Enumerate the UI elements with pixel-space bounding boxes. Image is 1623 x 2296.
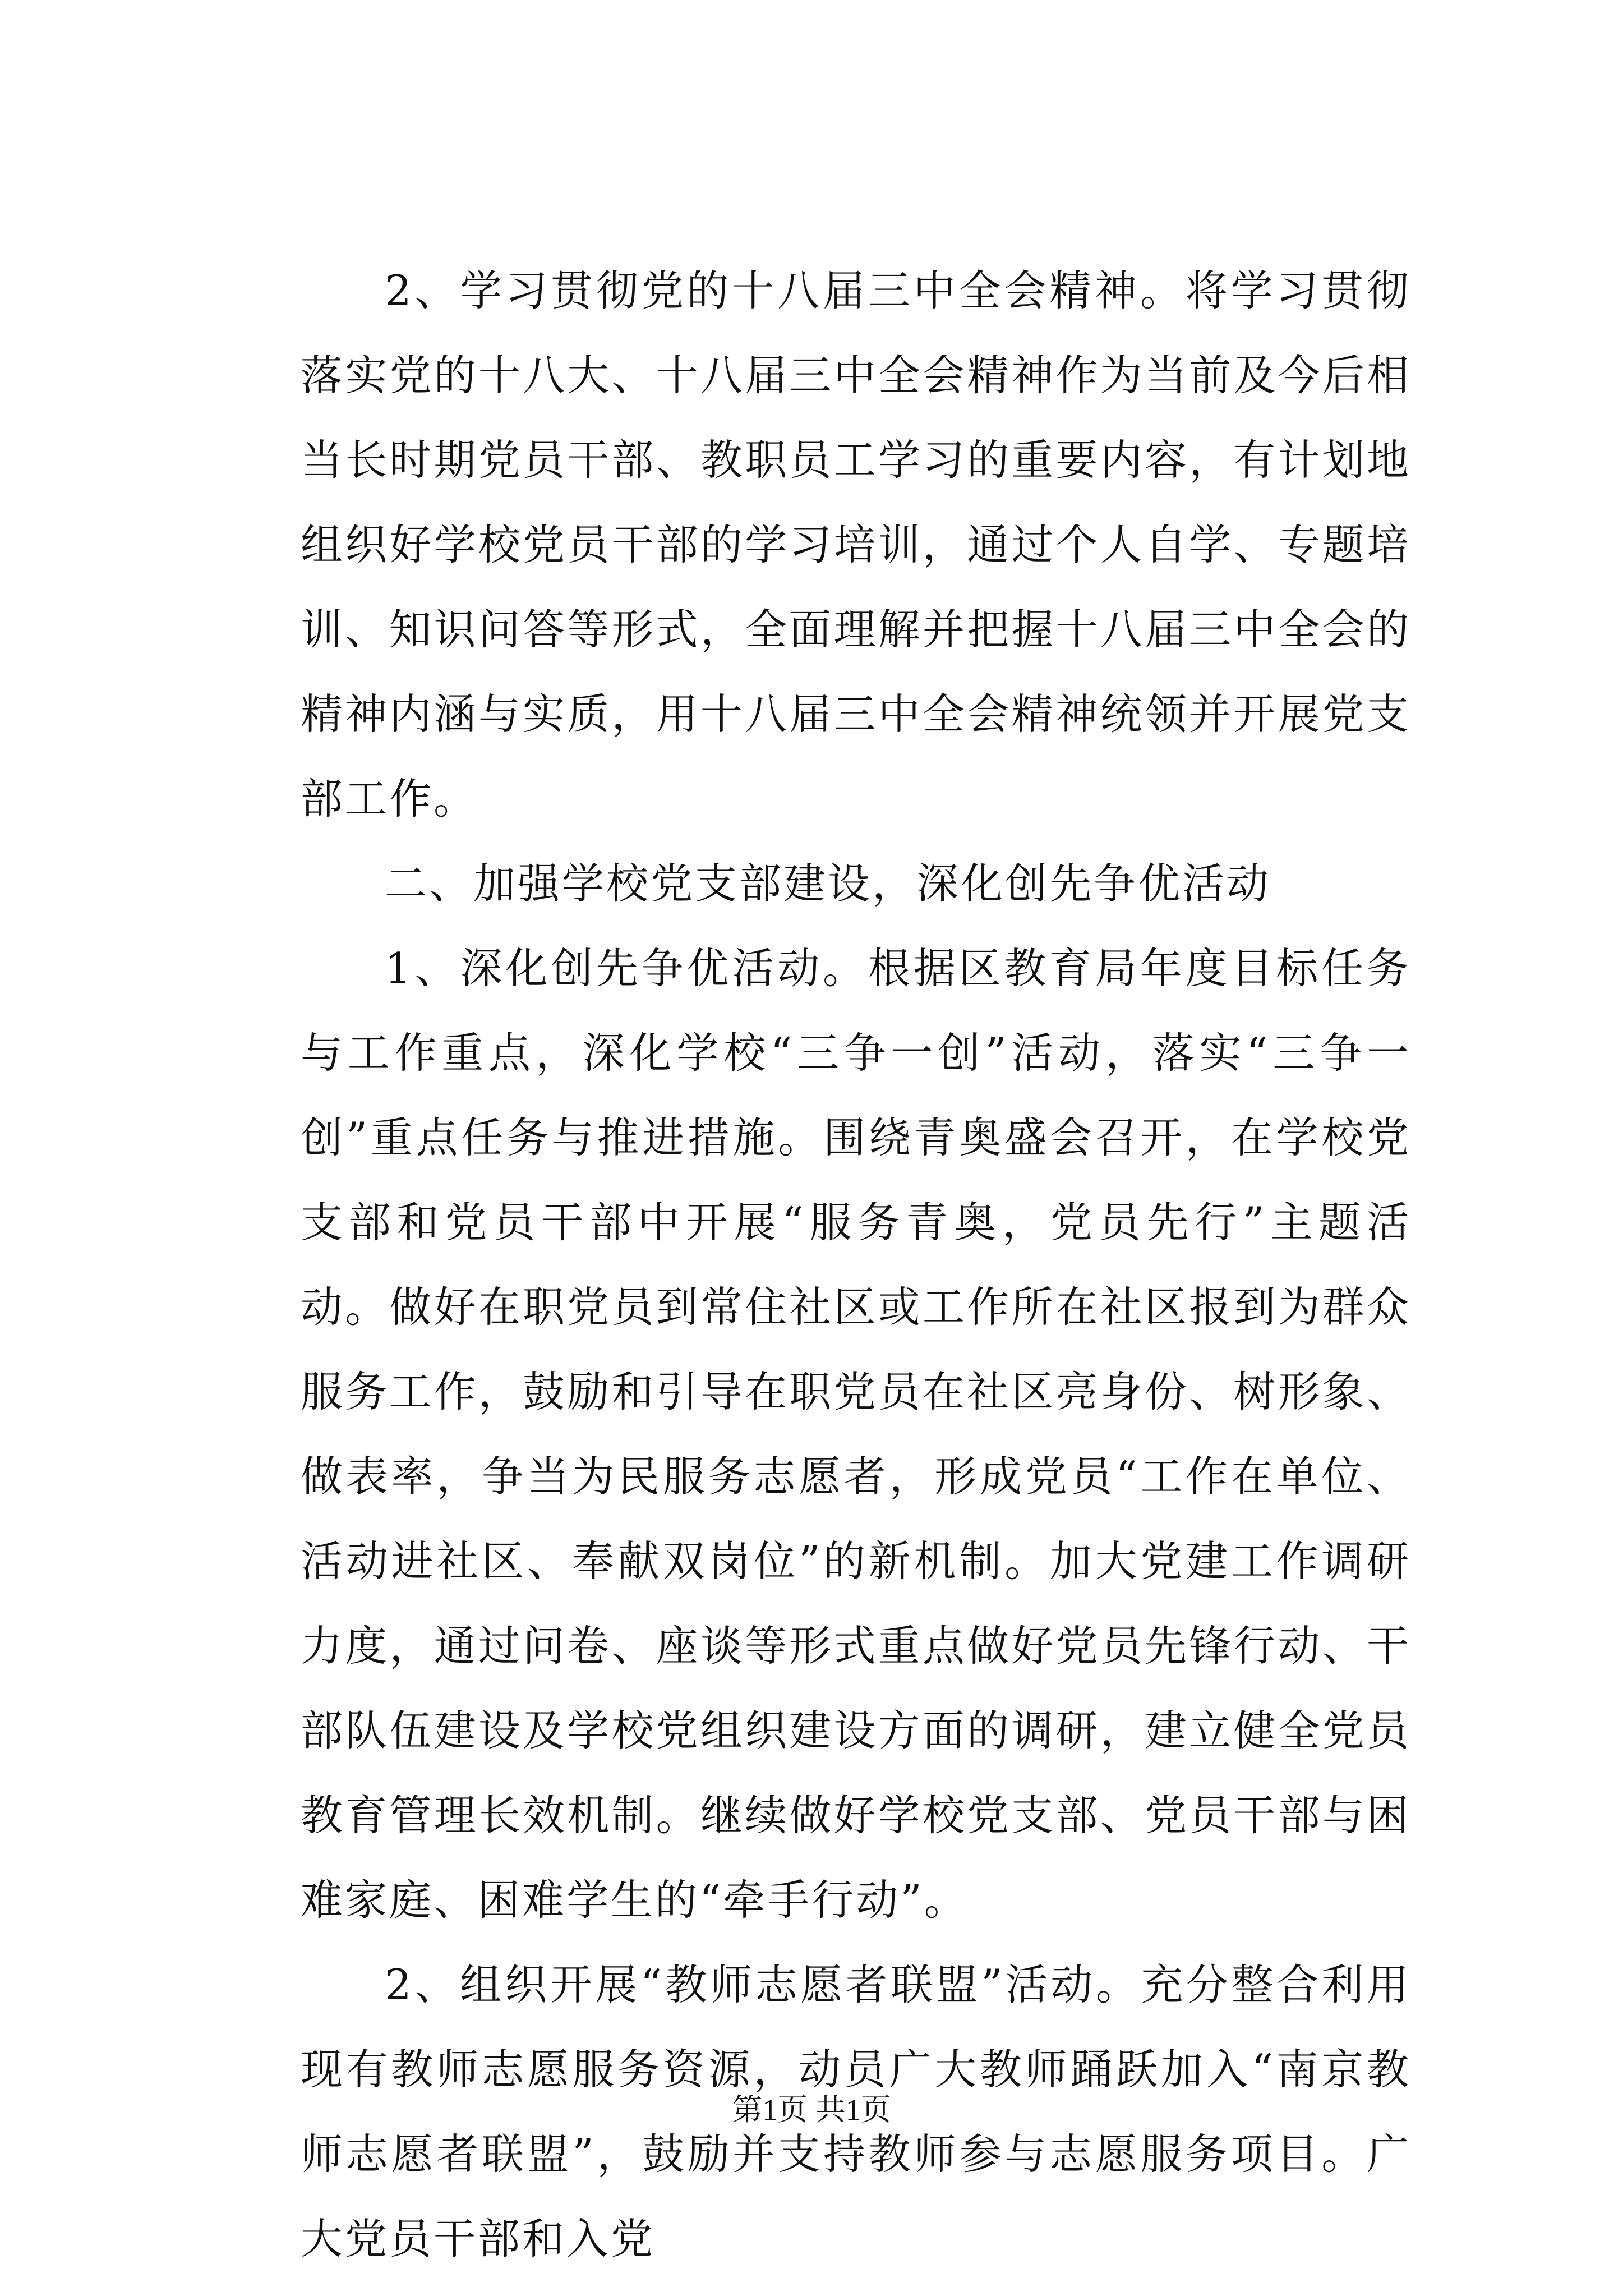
section-heading-party-branch: 二、加强学校党支部建设，深化创先争优活动: [385, 859, 1271, 908]
paragraph-study-plenum: 2、学习贯彻党的十八届三中全会精神。将学习贯彻落实党的十八大、十八届三中全会精神作为当前及今后相当长时期党员干部、教职员工学习的重要内容，有计划地组织好学校党员干部的学习培训，通过个人自学、专题培训、知识问答等形式，全面理解并把握十八届三中全会的精神内涵与实质，用十八届三中全会精神统领并开展党支部工作。: [301, 266, 1411, 823]
page-number-footer: 第1页 共1页: [732, 2093, 891, 2127]
document-body: [301, 249, 1411, 2281]
paragraph-excellence-activity: 1、深化创先争优活动。根据区教育局年度目标任务与工作重点，深化学校“三争一创”活动，落实“三争一创”重点任务与推进措施。围绕青奥盛会召开，在学校党支部和党员干部中开展“服务青奥，党员先行”主题活动。做好在职党员到常住社区或工作所在社区报到为群众服务工作，鼓励和引导在职党员在社区亮身份、树形象、做表率，争当为民服务志愿者，形成党员“工作在单位、活动进社区、奉献双岗位”的新机制。加大党建工作调研力度，通过问卷、座谈等形式重点做好党员先锋行动、干部队伍建设及学校党组织建设方面的调研，建立健全党员教育管理长效机制。继续做好学校党支部、党员干部与困难家庭、困难学生的“牵手行动”。: [301, 944, 1411, 1925]
paragraph-teacher-volunteer: 2、组织开展“教师志愿者联盟”活动。充分整合利用现有教师志愿服务资源，动员广大教师踊跃加入“南京教师志愿者联盟”，鼓励并支持教师参与志愿服务项目。广大党员干部和入党: [301, 1960, 1411, 2263]
